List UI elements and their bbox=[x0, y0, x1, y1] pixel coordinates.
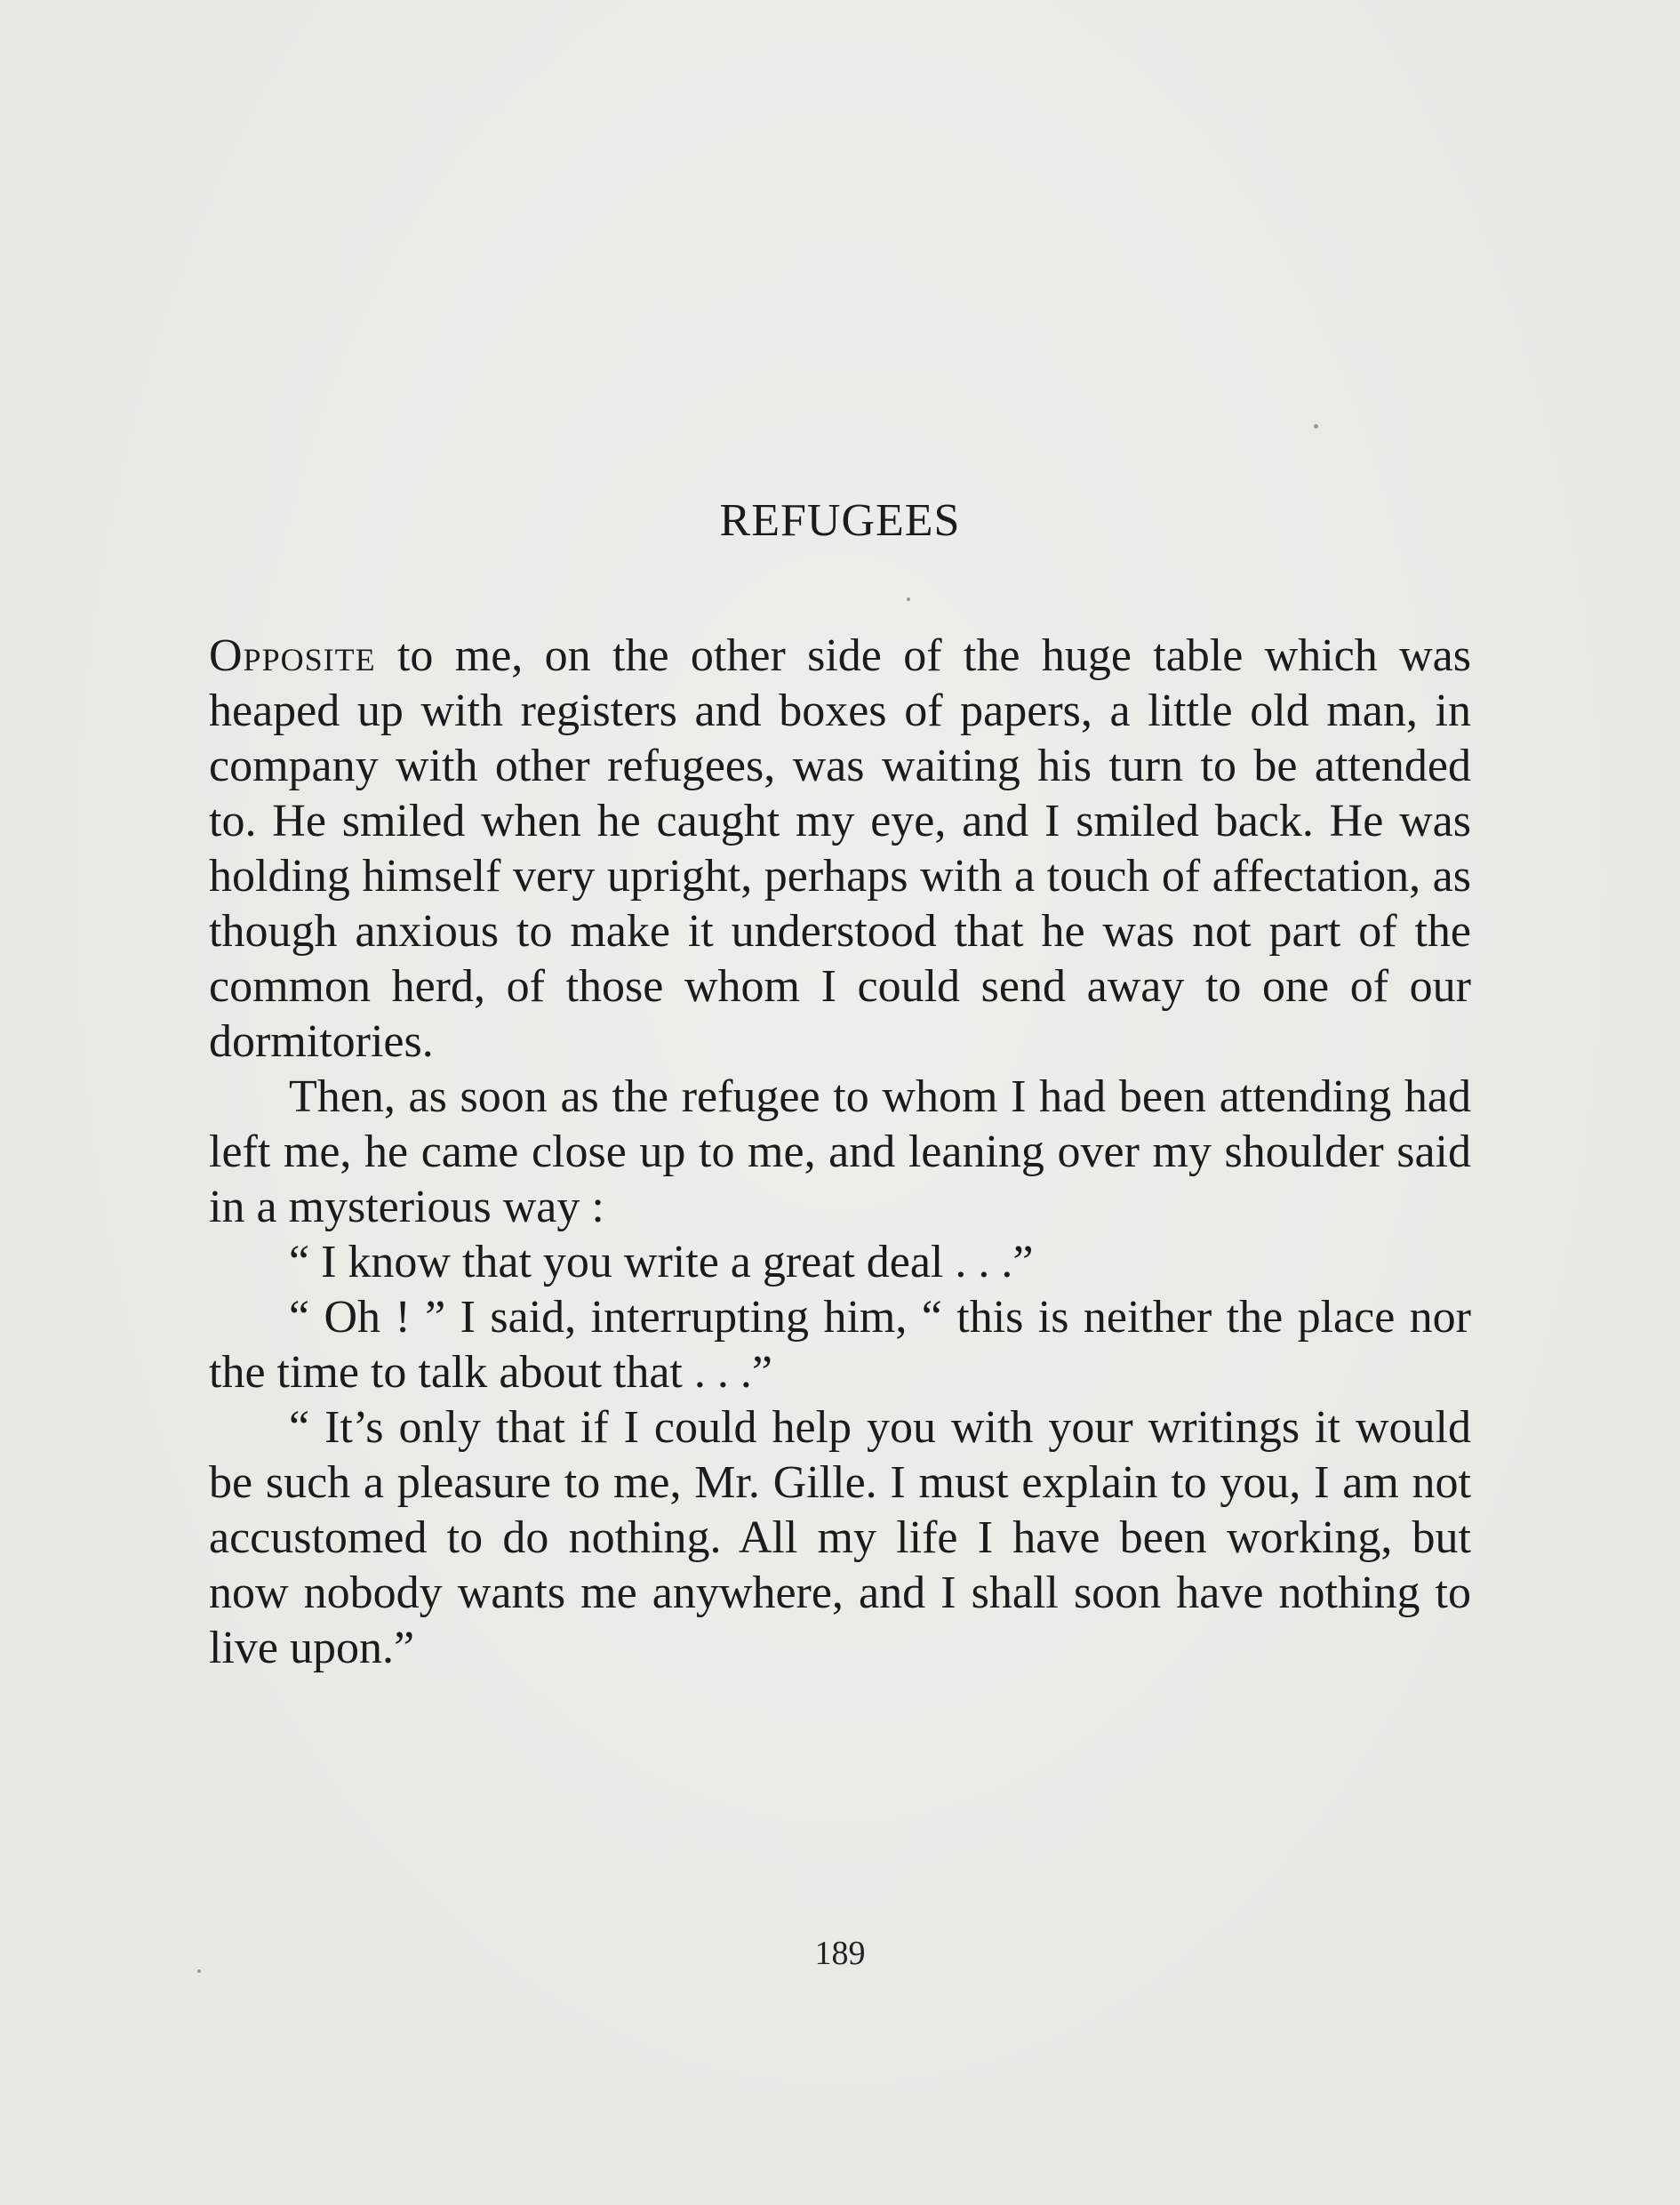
page-number: 189 bbox=[814, 1935, 866, 1972]
chapter-title: REFUGEES bbox=[719, 495, 961, 546]
paper-speck bbox=[1314, 424, 1318, 429]
paragraph: Then, as soon as the refugee to whom I had been attending had left me, he came close up to me, and leaning over my shoulder said in a mysterious way : bbox=[209, 1071, 1471, 1232]
dialogue-paragraph: “ I know that you write a great deal . . .” bbox=[289, 1237, 1034, 1287]
paragraph-text: to me, on the other side of the huge table which was heaped up with registers and boxes of papers, a little old man, in company with other refugees, was waiting his turn to be attended to. He smiled when he caught my eye, and I smiled back. He was holding himself very upright, perhaps with a touch of affectation, as though anxious to make it understood that he was not part of the common herd, of those whom I could send away to one of our dormitories. bbox=[209, 630, 1471, 1067]
paragraph-opening bbox=[209, 629, 1471, 1070]
chapter-body bbox=[209, 495, 1471, 1676]
dialogue-paragraph: “ Oh ! ” I said, interrupting him, “ this is neither the place nor the time to talk about that . . .” bbox=[209, 1292, 1471, 1398]
dialogue-paragraph: “ It’s only that if I could help you with your writings it would be such a pleasure to me, Mr. Gille. I must explain to you, I am not accustomed to do nothing. All my life I have been working, but now nobody wants me anywhere, and I shall soon have nothing to live upon.” bbox=[209, 1402, 1471, 1673]
opening-small-caps: Opposite bbox=[209, 630, 376, 681]
